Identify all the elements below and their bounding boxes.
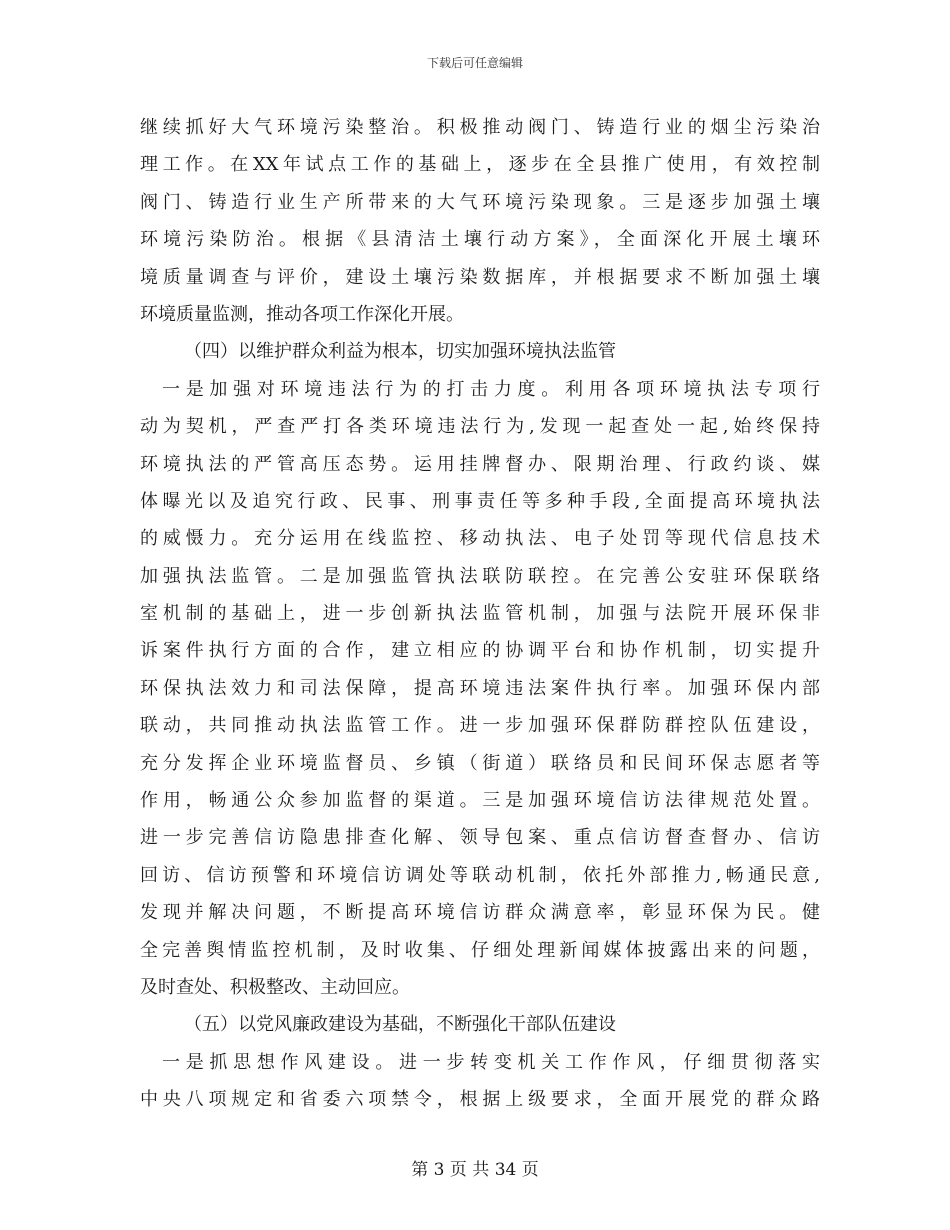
body-line: 联动，共同推动执法监管工作。进一步加强环保群防群控队伍建设， [140, 715, 820, 737]
body-line: 室机制的基础上，进一步创新执法监管机制，加强与法院开展环保非 [140, 603, 820, 625]
body-line: 动为契机，严查严打各类环境违法行为,发现一起查处一起,始终保持 [140, 416, 820, 438]
body-line: 充分发挥企业环境监督员、乡镇（街道）联络员和民间环保志愿者等 [140, 752, 820, 774]
body-line: 作用，畅通公众参加监督的渠道。三是加强环境信访法律规范处置。 [140, 790, 820, 812]
body-line: 加强执法监管。二是加强监管执法联防联控。在完善公安驻环保联络 [140, 565, 820, 587]
body-line: 环境执法的严管高压态势。运用挂牌督办、限期治理、行政约谈、媒 [140, 453, 820, 475]
section-heading: （五）以党风廉政建设为基础，不断强化干部队伍建设 [184, 1014, 616, 1036]
body-line: 的威慑力。充分运用在线监控、移动执法、电子处罚等现代信息技术 [140, 528, 820, 550]
body-line: 进一步完善信访隐患排查化解、领导包案、重点信访督查督办、信访 [140, 827, 820, 849]
body-line: 回访、信访预警和环境信访调处等联动机制，依托外部推力,畅通民意, [140, 864, 820, 886]
body-line: 环保执法效力和司法保障，提高环境违法案件执行率。加强环保内部 [140, 677, 820, 699]
body-line: 境质量调查与评价，建设土壤污染数据库，并根据要求不断加强土壤 [140, 266, 820, 288]
body-line: 环境质量监测，推动各项工作深化开展。 [140, 303, 464, 325]
body-line: 继续抓好大气环境污染整治。积极推动阀门、铸造行业的烟尘污染治 [140, 117, 820, 138]
page-header: 下载后可任意编辑 [426, 56, 523, 70]
body-line: 发现并解决问题，不断提高环境信访群众满意率，彰显环保为民。健 [140, 902, 820, 924]
document-body [140, 109, 820, 1119]
body-line: 阀门、铸造行业生产所带来的大气环境污染现象。三是逐步加强土壤 [140, 191, 820, 213]
body-line: 全完善舆情监控机制，及时收集、仔细处理新闻媒体披露出来的问题， [140, 939, 820, 961]
body-line: 一是加强对环境违法行为的打击力度。利用各项环境执法专项行 [162, 378, 820, 400]
body-line: 理工作。在XX年试点工作的基础上，逐步在全县推广使用，有效控制 [140, 154, 820, 176]
body-line: 一是抓思想作风建设。进一步转变机关工作作风，仔细贯彻落实 [162, 1051, 820, 1073]
body-line: 及时查处、积极整改、主动回应。 [140, 976, 410, 998]
section-heading: （四）以维护群众利益为根本，切实加强环境执法监管 [184, 341, 616, 363]
body-line: 诉案件执行方面的合作，建立相应的协调平台和协作机制，切实提升 [140, 640, 820, 662]
body-line: 体曝光以及追究行政、民事、刑事责任等多种手段,全面提高环境执法 [140, 490, 820, 512]
page-footer: 第 3 页 共 34 页 [411, 1160, 539, 1180]
body-line: 环境污染防治。根据《县清洁土壤行动方案》，全面深化开展土壤环 [140, 229, 820, 251]
body-line: 中央八项规定和省委六项禁令，根据上级要求，全面开展党的群众路 [140, 1089, 820, 1111]
